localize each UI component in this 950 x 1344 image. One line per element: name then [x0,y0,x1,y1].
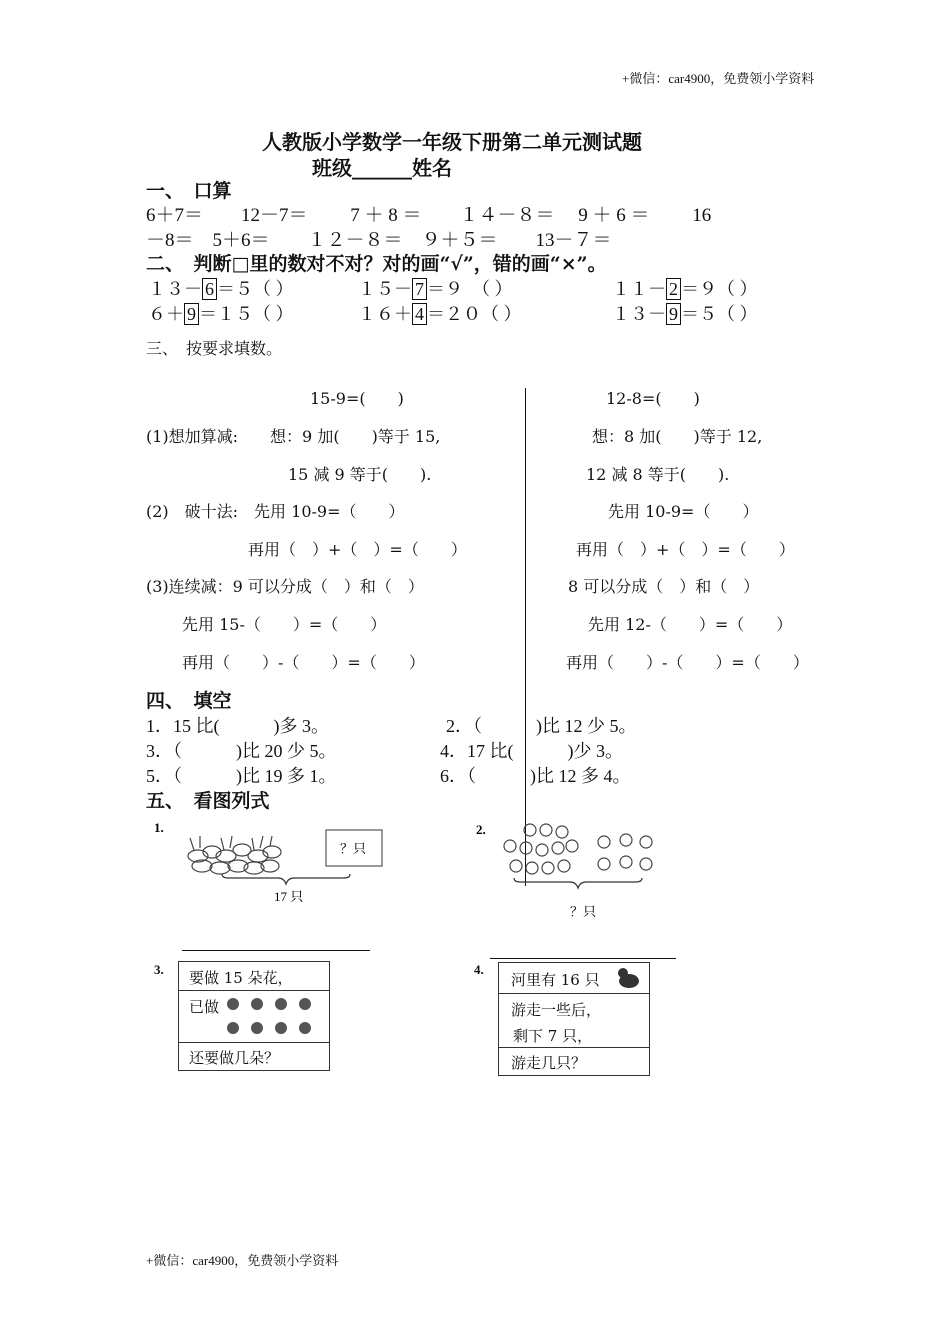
right-method1-line2: 12 减 8 等于( ). [586,465,730,484]
problem2-number: 2. [476,822,486,837]
judge-item-post: ＝５（ ） [681,304,758,324]
fill-item-3: 3．（ )比 20 少 5。 [146,741,337,761]
right-method1-line1: 想：8 加( )等于 12, [592,427,763,446]
judge-item-post: ＝９（ ） [681,279,758,299]
class-name-line: 班级______姓名 [312,156,452,180]
flowers-icon [223,994,327,1042]
judge-item-post: ＝５（ ） [217,279,294,299]
page-title: 人教版小学数学一年级下册第二单元测试题 [262,130,642,154]
fill-item-5: 5．（ )比 19 多 1。 [146,766,337,786]
fill-item-1: 1．15 比( )多 3。 [146,716,329,736]
left-equation: 15-9=( ) [310,389,404,408]
right-method2-line2: 再用（ ）+（ ）=（ ） [576,540,795,559]
fill-item-2: 2．（ )比 12 少 5。 [446,716,637,736]
judge-item-pre: １１－ [612,279,666,299]
left-method3-line1: (3)连续减：9 可以分成（ ）和（ ） [146,577,424,596]
judge-item-post: ＝２０（ ） [427,304,522,324]
answer-line-1 [182,950,370,951]
total-unknown-label: ？只 [570,904,597,919]
problem4-number: 4. [474,962,484,977]
problem1-number: 1. [154,820,164,835]
fill-item-4: 4．17 比( )少 3。 [440,741,623,761]
duck-text-4: 游走几只？ [511,1054,587,1072]
duck-text-3: 剩下 7 只， [513,1027,593,1045]
chick-group [504,824,652,874]
left-method1-line1: (1)想加算减: 想：9 加( )等于 15, [146,427,441,446]
duck-text-1: 河里有 16 只 [511,971,600,989]
left-method3-line3: 再用（ ）-（ ）=（ ） [182,653,425,672]
section2-heading: 二、 判断□里的数对不对？对的画“√”，错的画“×”。 [146,253,607,275]
chicks-picture [470,816,680,926]
judge-item-box: 9 [184,303,199,325]
judge-item-box: 7 [412,278,427,300]
unknown-count-label: ？只 [340,841,367,856]
footer-note: +微信：car4900，免费领小学资料 [146,1253,339,1268]
flower-text-2: 已做 [189,998,220,1016]
total-brace [514,878,642,888]
judge-item-post: ＝１５（ ） [199,304,294,324]
left-method1-line2: 15 减 9 等于( ). [288,465,432,484]
right-method3-line3: 再用（ ）-（ ）=（ ） [566,653,809,672]
divider [179,990,329,991]
judge-item-4 [148,300,294,326]
flower-text-3: 还要做几朵？ [189,1049,280,1067]
section1-line2: －8＝ 5＋6＝ １２－８＝ ９＋５＝ 13－７＝ [146,230,612,251]
section1-line1: 6＋7＝ 12－7＝ 7 ＋ 8 ＝ １４－８＝ 9 ＋ 6 ＝ 16 [146,205,712,226]
problem3-number: 3. [154,962,164,977]
judge-item-pre: １６＋ [358,304,412,324]
flower-problem-box [178,961,330,1071]
duck-icon [615,965,641,991]
section4-heading: 四、 填空 [146,690,232,712]
judge-item-post: ＝９ （ ） [427,279,513,299]
duck-text-2: 游走一些后， [511,1001,602,1019]
header-note: +微信：car4900，免费领小学资料 [622,71,815,86]
section3-heading: 三、 按要求填数。 [146,339,283,358]
judge-item-1 [148,275,294,301]
left-method3-line2: 先用 15-（ ）=（ ） [182,615,387,634]
rabbit-group [188,836,281,874]
judge-item-2 [358,275,513,301]
section1-heading: 一、 口算 [146,180,232,202]
left-method2-line1: (2) 破十法: 先用 10-9=（ ） [146,502,405,521]
judge-item-pre: ６＋ [148,304,184,324]
duck-problem-box [498,962,650,1076]
total-brace [222,874,350,884]
column-divider [525,388,526,886]
judge-item-box: 4 [412,303,427,325]
flower-text-1: 要做 15 朵花， [189,969,293,987]
judge-item-box: 9 [666,303,681,325]
total-label: 17 只 [274,889,304,904]
fill-item-6: 6．（ )比 12 多 4。 [440,766,631,786]
judge-item-pre: １５－ [358,279,412,299]
judge-item-3 [612,275,758,301]
answer-line-2 [490,958,676,959]
right-equation: 12-8=( ) [606,389,700,408]
divider [499,1047,649,1048]
right-method2-line1: 先用 10-9=（ ） [608,502,759,521]
judge-item-pre: １３－ [148,279,202,299]
judge-item-5 [358,300,522,326]
rabbits-picture [150,812,400,912]
judge-item-box: 6 [202,278,217,300]
left-method2-line2: 再用（ ）+（ ）=（ ） [248,540,467,559]
judge-item-6 [612,300,758,326]
right-method3-line2: 先用 12-（ ）=（ ） [588,615,793,634]
right-method3-line1: 8 可以分成（ ）和（ ） [568,577,760,596]
judge-item-pre: １３－ [612,304,666,324]
judge-item-box: 2 [666,278,681,300]
section5-heading: 五、 看图列式 [146,790,270,812]
divider [499,993,649,994]
divider [179,1042,329,1043]
